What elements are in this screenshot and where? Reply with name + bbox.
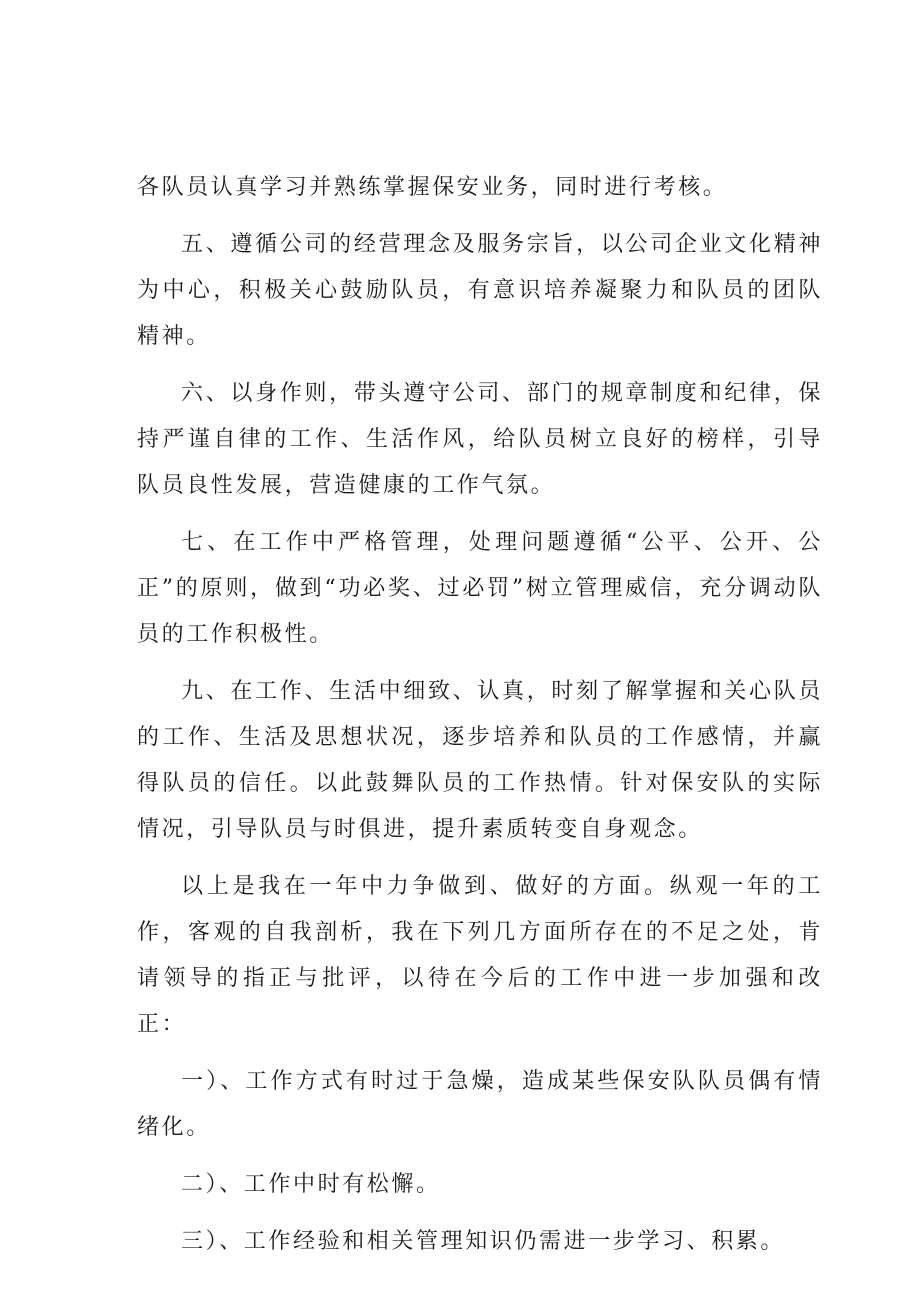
paragraph-shortcoming-3: 三）、工作经验和相关管理知识仍需进一步学习、积累。 <box>181 1229 786 1254</box>
paragraph-summary: 以上是我在一年中力争做到、做好的方面。纵观一年的工作，客观的自我剖析，我在下列几方面所存在的不足之处，肯请领导的指正与批评，以待在今后的工作中进一步加强和改正： <box>137 874 823 1037</box>
paragraph-shortcoming-2: 二）、工作中时有松懈。 <box>181 1172 441 1197</box>
paragraph-continuation: 各队员认真学习并熟练掌握保安业务，同时进行考核。 <box>137 175 728 200</box>
paragraph-item-7: 七、在工作中严格管理，处理问题遵循“公平、公开、公正”的原则，做到“功必奖、过必罚”树立管理威信，充分调动队员的工作积极性。 <box>137 530 823 647</box>
paragraph-shortcoming-1: 一）、工作方式有时过于急燥，造成某些保安队队员偶有情绪化。 <box>137 1069 823 1140</box>
paragraph-item-6: 六、以身作则，带头遵守公司、部门的规章制度和纪律，保持严谨自律的工作、生活作风，给队员树立良好的榜样，引导队员良性发展，营造健康的工作气氛。 <box>137 381 823 498</box>
paragraph-item-5: 五、遵循公司的经营理念及服务宗旨，以公司企业文化精神为中心，积极关心鼓励队员，有意识培养凝聚力和队员的团队精神。 <box>137 232 823 349</box>
document-body <box>137 165 823 1276</box>
paragraph-item-9: 九、在工作、生活中细致、认真，时刻了解掌握和关心队员的工作、生活及思想状况，逐步培养和队员的工作感情，并赢得队员的信任。以此鼓舞队员的工作热情。针对保安队的实际情况，引导队员与时俱进，提升素质转变自身观念。 <box>137 679 823 842</box>
